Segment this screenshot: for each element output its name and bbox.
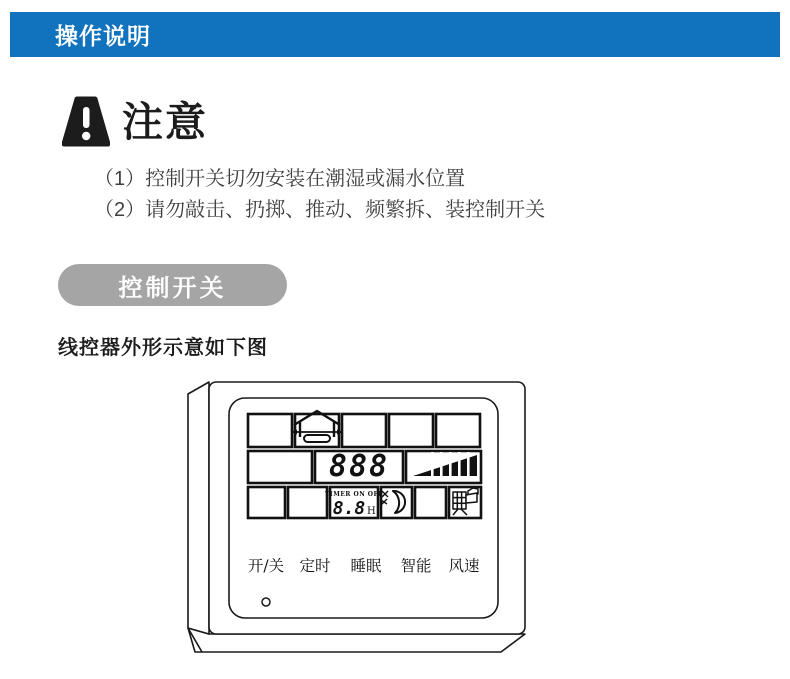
temperature-digits: 888	[328, 449, 390, 484]
header-bar	[10, 12, 780, 57]
notice-heading	[62, 96, 208, 148]
controller-illustration	[185, 375, 540, 675]
button-label-smart: 智能	[400, 557, 432, 575]
button-label-timer: 定时	[299, 557, 331, 575]
notice-list	[94, 164, 694, 226]
section-pill-label: 控制开关	[118, 274, 227, 302]
timer-label: TIMER ON OFF	[324, 491, 384, 498]
led-indicator	[262, 598, 270, 606]
button-label-fan-speed: 风速	[448, 557, 480, 575]
device-caption: 线控器外形示意如下图	[58, 337, 268, 359]
notice-title: 注意	[122, 99, 208, 145]
page-title: 操作说明	[55, 23, 151, 49]
section-pill-control-switch	[58, 264, 287, 306]
button-label-sleep: 睡眠	[350, 557, 382, 575]
timer-digits: 8.8	[332, 498, 366, 519]
button-label-power: 开/关	[247, 557, 285, 575]
notice-item: （1）控制开关切勿安装在潮湿或漏水位置	[94, 168, 466, 190]
warning-exclamation-icon	[62, 96, 110, 148]
notice-item: （2）请勿敲击、扔掷、推动、频繁拆、装控制开关	[94, 199, 546, 221]
timer-unit: H	[367, 506, 376, 517]
